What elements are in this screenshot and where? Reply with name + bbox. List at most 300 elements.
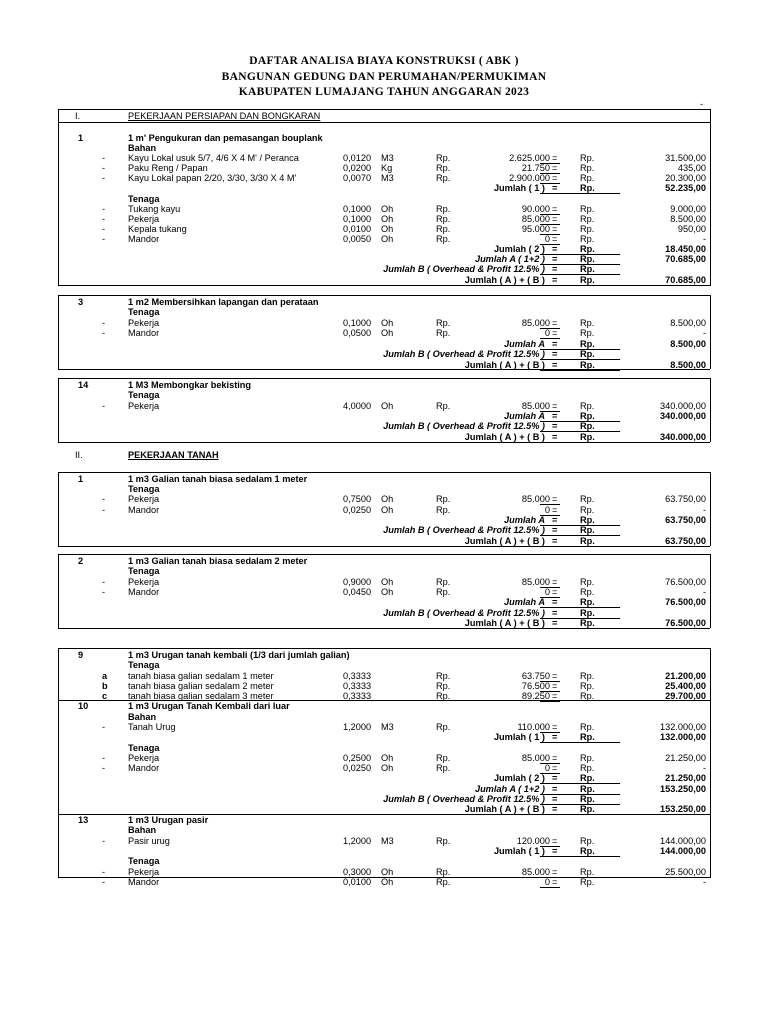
- subheading: Tenaga: [128, 566, 160, 576]
- header-line-3: KABUPATEN LUMAJANG TAHUN ANGGARAN 2023: [238, 86, 530, 98]
- unit-price: 95.000: [521, 224, 550, 234]
- item-number: 3: [78, 297, 84, 307]
- equals-sign: =: [552, 214, 558, 224]
- row-marker: -: [102, 173, 106, 183]
- unit-price: 85.000: [521, 401, 550, 411]
- unit-price: 90.000: [521, 204, 550, 214]
- item-description: Kepala tukang: [128, 224, 187, 234]
- row-marker: -: [102, 328, 106, 338]
- unit-price: 0: [544, 234, 550, 244]
- currency-label: Rp.: [580, 339, 595, 349]
- coefficient: 4,0000: [343, 401, 372, 411]
- equals-sign: =: [552, 494, 558, 504]
- subtotal-value: 52.235,00: [665, 183, 706, 193]
- equals-sign: =: [552, 244, 558, 254]
- total-underline: [540, 285, 620, 286]
- currency-label: Rp.: [580, 254, 595, 264]
- coefficient: 0,0250: [343, 505, 372, 515]
- item-title: 1 m3 Urugan Tanah Kembali dari luar: [128, 701, 290, 711]
- item-description: Pekerja: [128, 753, 160, 763]
- line-total: -: [702, 587, 706, 597]
- subheading: Bahan: [128, 712, 157, 722]
- unit-price: 21.750: [521, 163, 550, 173]
- equals-sign: =: [552, 577, 558, 587]
- unit: Oh: [381, 763, 394, 773]
- currency-label: Rp.: [580, 505, 595, 515]
- subtotal-value: 70.685,00: [665, 275, 706, 285]
- line-total: 8.500,00: [670, 214, 706, 224]
- equals-sign: =: [552, 204, 558, 214]
- item-description: Tukang kayu: [128, 204, 181, 214]
- item-number: 9: [78, 650, 84, 660]
- coefficient: 0,7500: [343, 494, 372, 504]
- equals-sign: =: [552, 224, 558, 234]
- subtotal-label: Jumlah ( A ) + ( B ): [464, 275, 545, 285]
- subtotal-label: Jumlah ( A ) + ( B ): [464, 536, 545, 546]
- item-title: 1 m3 Urugan pasir: [128, 815, 209, 825]
- currency-label: Rp.: [436, 681, 451, 691]
- equals-sign: =: [552, 773, 558, 783]
- equals-sign: =: [552, 264, 558, 274]
- subtotal-value: 76.500,00: [665, 618, 706, 628]
- line-total: 132.000,00: [660, 722, 706, 732]
- equals-sign: =: [552, 877, 558, 887]
- unit: M3: [381, 722, 394, 732]
- currency-label: Rp.: [436, 877, 451, 887]
- currency-label: Rp.: [436, 867, 451, 877]
- corner-mark: -: [700, 99, 704, 109]
- item-description: Mandor: [128, 328, 160, 338]
- currency-label: Rp.: [436, 234, 451, 244]
- currency-label: Rp.: [580, 732, 595, 742]
- equals-sign: =: [552, 153, 558, 163]
- item-number: 14: [78, 380, 89, 390]
- item-description: tanah biasa galian sedalam 3 meter: [128, 691, 274, 701]
- unit: M3: [381, 836, 394, 846]
- currency-label: Rp.: [580, 536, 595, 546]
- coefficient: 0,0450: [343, 587, 372, 597]
- unit-price: 85.000: [521, 494, 550, 504]
- subtotal-label: Jumlah A: [503, 339, 545, 349]
- subtotal-value: 153.250,00: [660, 804, 706, 814]
- unit: Oh: [381, 401, 394, 411]
- currency-label: Rp.: [580, 681, 595, 691]
- unit: Oh: [381, 224, 394, 234]
- coefficient: 0,0100: [343, 224, 372, 234]
- row-marker: -: [102, 204, 106, 214]
- currency-label: Rp.: [580, 432, 595, 442]
- currency-label: Rp.: [436, 505, 451, 515]
- row-marker: -: [102, 722, 106, 732]
- item-number: 13: [78, 815, 89, 825]
- subtotal-value: 8.500,00: [670, 360, 706, 370]
- subtotal-label: Jumlah B ( Overhead & Profit 12.5% ): [383, 421, 545, 431]
- currency-label: Rp.: [580, 173, 595, 183]
- equals-sign: =: [552, 275, 558, 285]
- subtotal-label: Jumlah B ( Overhead & Profit 12.5% ): [383, 794, 545, 804]
- unit: Kg: [381, 163, 393, 173]
- line-total: 144.000,00: [660, 836, 706, 846]
- currency-label: Rp.: [580, 421, 595, 431]
- currency-label: Rp.: [436, 494, 451, 504]
- unit-price: 110.000: [517, 722, 550, 732]
- equals-sign: =: [552, 515, 558, 525]
- row-marker: -: [102, 753, 106, 763]
- currency-label: Rp.: [580, 264, 595, 274]
- coefficient: 0,1000: [343, 214, 372, 224]
- line-total: -: [702, 505, 706, 515]
- currency-label: Rp.: [436, 328, 451, 338]
- subtotal-label: Jumlah A ( 1+2 ): [474, 254, 545, 264]
- coefficient: 1,2000: [343, 722, 372, 732]
- coefficient: 0,3333: [343, 681, 372, 691]
- header-line-1: DAFTAR ANALISA BIAYA KONSTRUKSI ( ABK ): [249, 55, 519, 67]
- total-underline: [540, 742, 620, 743]
- line-total: 435,00: [677, 163, 706, 173]
- line-total: 76.500,00: [665, 577, 706, 587]
- header-line-2: BANGUNAN GEDUNG DAN PERUMAHAN/PERMUKIMAN: [221, 71, 547, 83]
- row-marker: -: [102, 577, 106, 587]
- currency-label: Rp.: [580, 401, 595, 411]
- item-description: tanah biasa galian sedalam 1 meter: [128, 671, 274, 681]
- currency-label: Rp.: [580, 753, 595, 763]
- item-title: 1 m3 Urugan tanah kembali (1/3 dari jumlah galian): [128, 650, 350, 660]
- unit-price: 0: [544, 877, 550, 887]
- currency-label: Rp.: [436, 401, 451, 411]
- currency-label: Rp.: [580, 618, 595, 628]
- equals-sign: =: [552, 867, 558, 877]
- coefficient: 0,1000: [343, 318, 372, 328]
- line-total: 31.500,00: [665, 153, 706, 163]
- equals-sign: =: [552, 587, 558, 597]
- item-description: tanah biasa galian sedalam 2 meter: [128, 681, 274, 691]
- section-number: II.: [75, 450, 83, 460]
- coefficient: 0,0070: [343, 173, 372, 183]
- equals-sign: =: [552, 836, 558, 846]
- total-underline: [540, 193, 620, 194]
- subtotal-value: 63.750,00: [665, 515, 706, 525]
- item-description: Pekerja: [128, 577, 160, 587]
- row-marker: -: [102, 214, 106, 224]
- equals-sign: =: [552, 753, 558, 763]
- unit: M3: [381, 153, 394, 163]
- equals-sign: =: [552, 173, 558, 183]
- equals-sign: =: [552, 784, 558, 794]
- subheading: Tenaga: [128, 484, 160, 494]
- unit-price: 63.750: [521, 671, 550, 681]
- total-underline: [540, 701, 560, 702]
- subtotal-value: 18.450,00: [665, 244, 706, 254]
- currency-label: Rp.: [580, 722, 595, 732]
- coefficient: 0,0050: [343, 234, 372, 244]
- coefficient: 0,1000: [343, 204, 372, 214]
- subtotal-value: 144.000,00: [660, 846, 706, 856]
- unit: Oh: [381, 867, 394, 877]
- currency-label: Rp.: [436, 753, 451, 763]
- equals-sign: =: [552, 525, 558, 535]
- row-marker: -: [102, 587, 106, 597]
- item-title: 1 M3 Membongkar bekisting: [128, 380, 252, 390]
- subtotal-value: 340.000,00: [660, 411, 706, 421]
- total-underline: [540, 628, 620, 629]
- subtotal-value: 340.000,00: [660, 432, 706, 442]
- item-description: Paku Reng / Papan: [128, 163, 208, 173]
- total-underline: [540, 370, 620, 371]
- currency-label: Rp.: [580, 183, 595, 193]
- currency-label: Rp.: [580, 244, 595, 254]
- equals-sign: =: [552, 608, 558, 618]
- equals-sign: =: [552, 618, 558, 628]
- row-marker: -: [102, 763, 106, 773]
- subtotal-label: Jumlah ( 1 ): [493, 183, 545, 193]
- subtotal-value: 76.500,00: [665, 597, 706, 607]
- coefficient: 0,9000: [343, 577, 372, 587]
- equals-sign: =: [552, 763, 558, 773]
- subtotal-value: 153.250,00: [660, 784, 706, 794]
- currency-label: Rp.: [580, 867, 595, 877]
- coefficient: 0,0100: [343, 877, 372, 887]
- row-marker: -: [102, 234, 106, 244]
- unit-price: 2.900.000: [509, 173, 550, 183]
- currency-label: Rp.: [580, 577, 595, 587]
- line-total: -: [702, 877, 706, 887]
- subtotal-label: Jumlah B ( Overhead & Profit 12.5% ): [383, 608, 545, 618]
- equals-sign: =: [552, 360, 558, 370]
- equals-sign: =: [552, 691, 558, 701]
- equals-sign: =: [552, 722, 558, 732]
- currency-label: Rp.: [436, 722, 451, 732]
- coefficient: 0,0250: [343, 763, 372, 773]
- total-underline: [540, 814, 620, 815]
- subtotal-label: Jumlah ( A ) + ( B ): [464, 360, 545, 370]
- subtotal-value: 8.500,00: [670, 339, 706, 349]
- coefficient: 0,0120: [343, 153, 372, 163]
- item-number: 1: [78, 474, 84, 484]
- unit: Oh: [381, 877, 394, 887]
- currency-label: Rp.: [580, 153, 595, 163]
- item-description: Kayu Lokal usuk 5/7, 4/6 X 4 M' / Peranca: [128, 153, 299, 163]
- subtotal-label: Jumlah A ( 1+2 ): [474, 784, 545, 794]
- row-marker: -: [102, 163, 106, 173]
- unit-price: 120.000: [516, 836, 550, 846]
- row-marker: -: [102, 224, 106, 234]
- currency-label: Rp.: [436, 836, 451, 846]
- subtotal-label: Jumlah B ( Overhead & Profit 12.5% ): [383, 349, 545, 359]
- currency-label: Rp.: [436, 691, 451, 701]
- currency-label: Rp.: [436, 577, 451, 587]
- currency-label: Rp.: [580, 608, 595, 618]
- unit-price: 85.000: [521, 577, 550, 587]
- coefficient: 0,3000: [343, 867, 372, 877]
- item-description: Mandor: [128, 763, 160, 773]
- line-total: 21.250,00: [665, 753, 706, 763]
- coefficient: 0,0200: [343, 163, 372, 173]
- currency-label: Rp.: [580, 587, 595, 597]
- subtotal-label: Jumlah A: [503, 515, 545, 525]
- currency-label: Rp.: [580, 360, 595, 370]
- currency-label: Rp.: [580, 318, 595, 328]
- total-underline: [540, 856, 620, 857]
- item-title: 1 m' Pengukuran dan pemasangan bouplank: [128, 133, 323, 143]
- equals-sign: =: [552, 681, 558, 691]
- subtotal-value: 63.750,00: [665, 536, 706, 546]
- subtotal-label: Jumlah B ( Overhead & Profit 12.5% ): [383, 264, 545, 274]
- currency-label: Rp.: [436, 163, 451, 173]
- equals-sign: =: [552, 183, 558, 193]
- equals-sign: =: [552, 339, 558, 349]
- row-marker: -: [102, 318, 106, 328]
- subheading: Tenaga: [128, 307, 160, 317]
- currency-label: Rp.: [580, 214, 595, 224]
- item-title: 1 m3 Galian tanah biasa sedalam 1 meter: [128, 474, 308, 484]
- item-number: 1: [78, 133, 84, 143]
- currency-label: Rp.: [580, 204, 595, 214]
- currency-label: Rp.: [580, 234, 595, 244]
- line-total: 21.200,00: [665, 671, 706, 681]
- currency-label: Rp.: [580, 846, 595, 856]
- equals-sign: =: [552, 536, 558, 546]
- item-description: Mandor: [128, 587, 160, 597]
- coefficient: 0,3333: [343, 691, 372, 701]
- item-description: Pekerja: [128, 494, 160, 504]
- currency-label: Rp.: [580, 691, 595, 701]
- coefficient: 0,2500: [343, 753, 372, 763]
- item-number: 2: [78, 556, 84, 566]
- equals-sign: =: [552, 318, 558, 328]
- row-marker: c: [102, 691, 108, 701]
- unit: Oh: [381, 318, 394, 328]
- line-total: 25.400,00: [665, 681, 706, 691]
- unit-price: 76.500: [521, 681, 550, 691]
- line-total: -: [702, 234, 706, 244]
- line-total: 340.000,00: [660, 401, 706, 411]
- unit: Oh: [381, 204, 394, 214]
- line-total: 9.000,00: [670, 204, 706, 214]
- currency-label: Rp.: [580, 525, 595, 535]
- currency-label: Rp.: [580, 784, 595, 794]
- currency-label: Rp.: [436, 153, 451, 163]
- item-description: Pekerja: [128, 867, 160, 877]
- section-title: PEKERJAAN PERSIAPAN DAN BONGKARAN: [128, 111, 321, 121]
- subtotal-label: Jumlah ( 2 ): [493, 773, 545, 783]
- item-title: 1 m3 Galian tanah biasa sedalam 2 meter: [128, 556, 308, 566]
- currency-label: Rp.: [436, 671, 451, 681]
- line-total: 25.500,00: [665, 867, 706, 877]
- currency-label: Rp.: [580, 804, 595, 814]
- line-total: -: [702, 328, 706, 338]
- currency-label: Rp.: [580, 494, 595, 504]
- total-underline: [540, 887, 560, 888]
- currency-label: Rp.: [580, 794, 595, 804]
- subheading: Tenaga: [128, 660, 160, 670]
- unit: Oh: [381, 214, 394, 224]
- currency-label: Rp.: [436, 204, 451, 214]
- item-description: Mandor: [128, 234, 160, 244]
- item-description: Mandor: [128, 877, 160, 887]
- equals-sign: =: [552, 804, 558, 814]
- row-marker: -: [102, 505, 106, 515]
- line-total: -: [702, 763, 706, 773]
- equals-sign: =: [552, 163, 558, 173]
- equals-sign: =: [552, 234, 558, 244]
- currency-label: Rp.: [580, 836, 595, 846]
- subheading: Tenaga: [128, 194, 160, 204]
- row-marker: a: [102, 671, 108, 681]
- row-marker: -: [102, 836, 106, 846]
- unit-price: 85.000: [521, 214, 550, 224]
- unit: Oh: [381, 753, 394, 763]
- equals-sign: =: [552, 421, 558, 431]
- item-description: Pasir urug: [128, 836, 170, 846]
- unit: Oh: [381, 587, 394, 597]
- item-description: Pekerja: [128, 318, 160, 328]
- subtotal-label: Jumlah ( 1 ): [493, 846, 545, 856]
- currency-label: Rp.: [580, 515, 595, 525]
- line-total: 63.750,00: [665, 494, 706, 504]
- equals-sign: =: [552, 254, 558, 264]
- subtotal-value: 70.685,00: [665, 254, 706, 264]
- equals-sign: =: [552, 794, 558, 804]
- subtotal-label: Jumlah A: [503, 597, 545, 607]
- currency-label: Rp.: [436, 318, 451, 328]
- line-total: 20.300,00: [665, 173, 706, 183]
- item-description: Mandor: [128, 505, 160, 515]
- subtotal-label: Jumlah A: [503, 411, 545, 421]
- unit-price: 0: [544, 763, 550, 773]
- section-number: I.: [75, 111, 81, 121]
- item-description: Pekerja: [128, 401, 160, 411]
- currency-label: Rp.: [580, 411, 595, 421]
- subtotal-value: 21.250,00: [665, 773, 706, 783]
- equals-sign: =: [552, 671, 558, 681]
- row-marker: -: [102, 494, 106, 504]
- row-marker: -: [102, 877, 106, 887]
- subtotal-label: Jumlah ( A ) + ( B ): [464, 804, 545, 814]
- item-description: Tanah Urug: [128, 722, 176, 732]
- currency-label: Rp.: [580, 349, 595, 359]
- subheading: Bahan: [128, 825, 157, 835]
- item-number: 10: [78, 701, 89, 711]
- unit: Oh: [381, 328, 394, 338]
- unit: Oh: [381, 505, 394, 515]
- total-underline: [540, 442, 620, 443]
- section-title: PEKERJAAN TANAH: [128, 450, 219, 460]
- line-total: 8.500,00: [670, 318, 706, 328]
- currency-label: Rp.: [580, 763, 595, 773]
- currency-label: Rp.: [436, 224, 451, 234]
- subtotal-label: Jumlah ( 2 ): [493, 244, 545, 254]
- currency-label: Rp.: [436, 763, 451, 773]
- currency-label: Rp.: [580, 163, 595, 173]
- subtotal-label: Jumlah ( 1 ): [493, 732, 545, 742]
- equals-sign: =: [552, 732, 558, 742]
- subheading: Tenaga: [128, 856, 160, 866]
- item-title: 1 m2 Membersihkan lapangan dan perataan: [128, 297, 319, 307]
- equals-sign: =: [552, 597, 558, 607]
- unit-price: 0: [544, 328, 550, 338]
- equals-sign: =: [552, 432, 558, 442]
- unit-price: 85.000: [521, 318, 550, 328]
- row-marker: -: [102, 401, 106, 411]
- currency-label: Rp.: [580, 275, 595, 285]
- equals-sign: =: [552, 505, 558, 515]
- unit: Oh: [381, 494, 394, 504]
- currency-label: Rp.: [436, 214, 451, 224]
- item-description: Pekerja: [128, 214, 160, 224]
- subheading: Tenaga: [128, 743, 160, 753]
- row-marker: -: [102, 153, 106, 163]
- subtotal-label: Jumlah ( A ) + ( B ): [464, 432, 545, 442]
